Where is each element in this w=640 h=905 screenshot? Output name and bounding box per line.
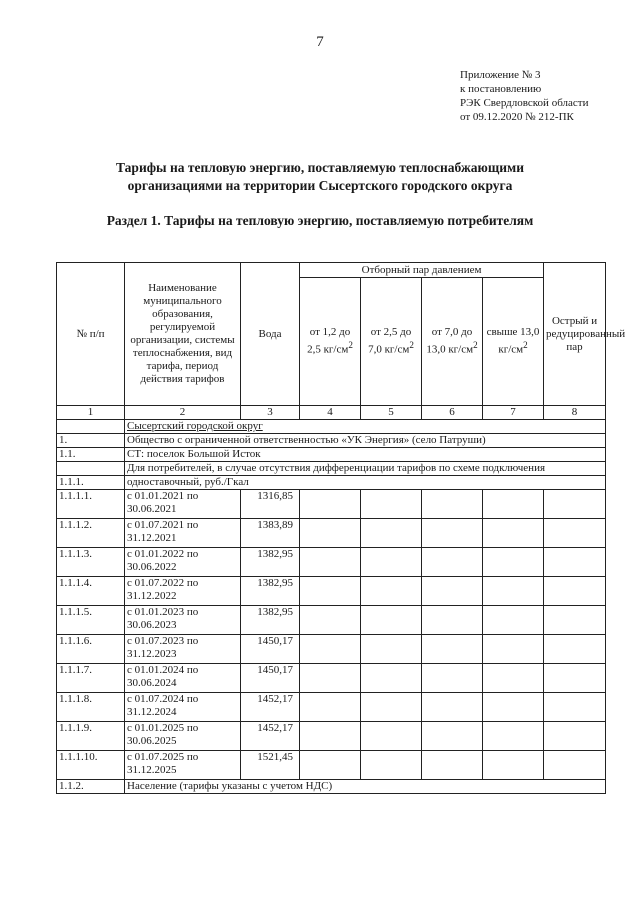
period: с 01.07.2025 по 31.12.2025 xyxy=(125,751,241,780)
appendix-line: от 09.12.2020 № 212-ПК xyxy=(460,111,574,123)
column-number: 7 xyxy=(483,406,544,420)
header-pressure-3: от 7,0 до 13,0 $кг/см^2$ xyxy=(422,278,483,406)
column-number: 8 xyxy=(544,406,606,420)
system-row xyxy=(57,448,606,462)
title-line: организациями на территории Сысертского городского округа xyxy=(127,178,513,193)
title-line: Тарифы на тепловую энергию, поставляемую теплоснабжающими xyxy=(116,160,524,175)
column-number: 5 xyxy=(361,406,422,420)
appendix-line: к постановлению xyxy=(460,83,542,95)
period: с 01.01.2025 по 30.06.2025 xyxy=(125,722,241,751)
water-tariff: 1450,17 xyxy=(241,635,300,664)
column-number: 4 xyxy=(300,406,361,420)
district-row xyxy=(57,420,606,434)
period: с 01.01.2021 по 30.06.2021 xyxy=(125,490,241,519)
table-row xyxy=(57,751,606,780)
table-row xyxy=(57,548,606,577)
appendix-line: РЭК Свердловской области xyxy=(460,97,589,109)
column-number: 2 xyxy=(125,406,241,420)
column-number-row xyxy=(57,406,606,420)
table-row xyxy=(57,577,606,606)
header-pressure-4: свыше 13,0 $кг/см^2$ xyxy=(483,278,544,406)
row-number: 1.1. xyxy=(57,448,125,462)
system-name: СТ: поселок Большой Исток xyxy=(125,448,606,462)
consumers-note: Для потребителей, в случае отсутствия дифференциации тарифов по схеме подключения xyxy=(125,462,606,476)
header-live-steam: Острый и редуцированный пар xyxy=(544,263,606,406)
row-number: 1.1.1.6. xyxy=(57,635,125,664)
header-pressure-2: от 2,5 до 7,0 $кг/см^2$ xyxy=(361,278,422,406)
appendix-line: Приложение № 3 xyxy=(460,69,541,81)
water-tariff: 1452,17 xyxy=(241,722,300,751)
org-name: Общество с ограниченной ответственностью «УК Энергия» (село Патруши) xyxy=(125,434,606,448)
consumers-note-row xyxy=(57,462,606,476)
row-number: 1.1.1.10. xyxy=(57,751,125,780)
period: с 01.01.2023 по 30.06.2023 xyxy=(125,606,241,635)
period: с 01.07.2023 по 31.12.2023 xyxy=(125,635,241,664)
row-number: 1.1.1.4. xyxy=(57,577,125,606)
table-row xyxy=(57,664,606,693)
period: с 01.01.2024 по 30.06.2024 xyxy=(125,664,241,693)
district-name: Сысертский городской округ xyxy=(125,420,606,434)
row-number: 1.1.1. xyxy=(57,476,125,490)
row-number: 1.1.1.7. xyxy=(57,664,125,693)
tariff-type: одноставочный, руб./Гкал xyxy=(125,476,606,490)
tariff-type-row xyxy=(57,476,606,490)
water-tariff: 1450,17 xyxy=(241,664,300,693)
header-num: № п/п xyxy=(57,263,125,406)
water-tariff: 1316,85 xyxy=(241,490,300,519)
row-number: 1.1.1.3. xyxy=(57,548,125,577)
water-tariff: 1383,89 xyxy=(241,519,300,548)
row-number: 1.1.1.5. xyxy=(57,606,125,635)
period: с 01.01.2022 по 30.06.2022 xyxy=(125,548,241,577)
header-steam-group: Отборный пар давлением xyxy=(300,263,544,278)
header-name: Наименование муниципального образования, регулируемой организации, системы теплоснабжения, вид тарифа, период действия тарифов xyxy=(125,263,241,406)
row-number: 1.1.1.1. xyxy=(57,490,125,519)
page-number: 7 xyxy=(316,34,324,50)
period: с 01.07.2024 по 31.12.2024 xyxy=(125,693,241,722)
appendix-block xyxy=(460,68,588,124)
header-water: Вода xyxy=(241,263,300,406)
period: с 01.07.2021 по 31.12.2021 xyxy=(125,519,241,548)
table-row xyxy=(57,635,606,664)
column-number: 1 xyxy=(57,406,125,420)
tariff-table xyxy=(56,262,626,794)
water-tariff: 1382,95 xyxy=(241,548,300,577)
column-number: 6 xyxy=(422,406,483,420)
water-tariff: 1521,45 xyxy=(241,751,300,780)
population-label: Население (тарифы указаны с учетом НДС) xyxy=(125,780,606,794)
row-number: 1.1.1.8. xyxy=(57,693,125,722)
water-tariff: 1452,17 xyxy=(241,693,300,722)
water-tariff: 1382,95 xyxy=(241,577,300,606)
water-tariff: 1382,95 xyxy=(241,606,300,635)
period: с 01.07.2022 по 31.12.2022 xyxy=(125,577,241,606)
table-row xyxy=(57,490,606,519)
table-row xyxy=(57,519,606,548)
row-number: 1. xyxy=(57,434,125,448)
header-pressure-1: от 1,2 до 2,5 $кг/см^2$ xyxy=(300,278,361,406)
table-row xyxy=(57,722,606,751)
org-row xyxy=(57,434,606,448)
row-number: 1.1.2. xyxy=(57,780,125,794)
table-row xyxy=(57,693,606,722)
table-row xyxy=(57,606,606,635)
row-number: 1.1.1.9. xyxy=(57,722,125,751)
population-row xyxy=(57,780,606,794)
column-number: 3 xyxy=(241,406,300,420)
document-title xyxy=(60,159,580,195)
row-number: 1.1.1.2. xyxy=(57,519,125,548)
section-title: Раздел 1. Тарифы на тепловую энергию, поставляемую потребителям xyxy=(106,213,534,228)
